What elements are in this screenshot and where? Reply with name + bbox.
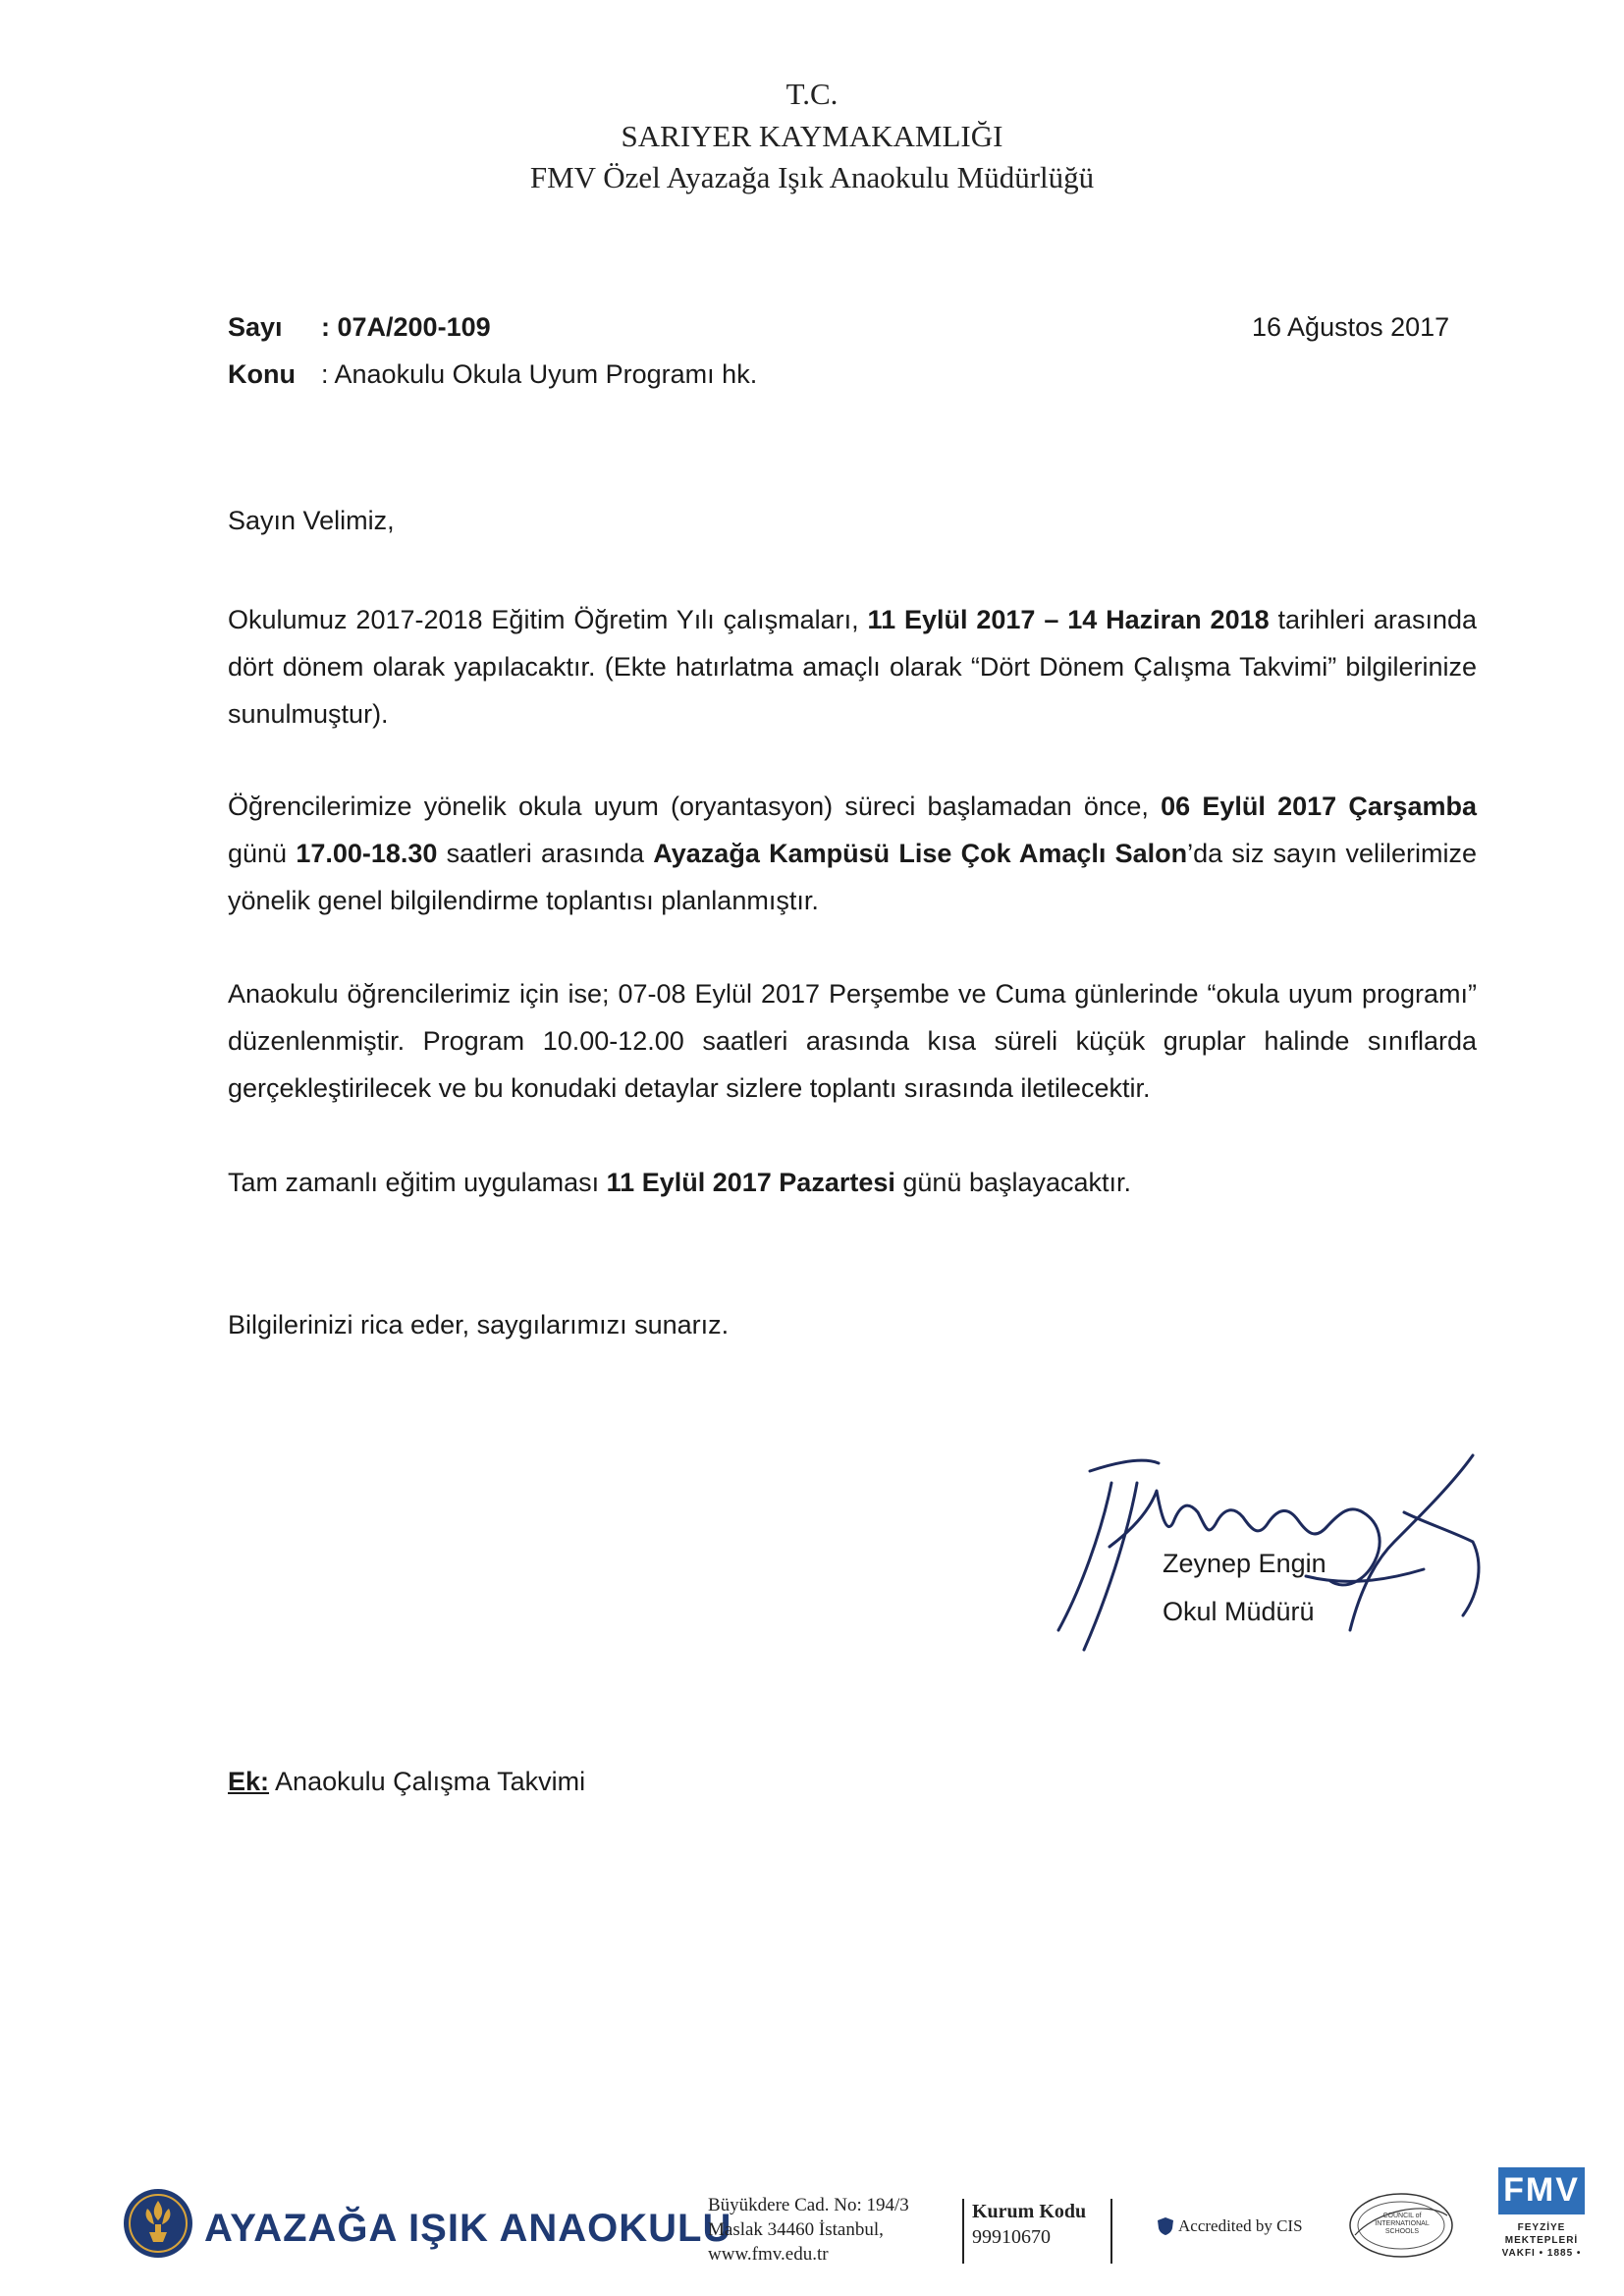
p2-text-1: Öğrencilerimize yönelik okula uyum (oryantasyon) süreci başlamadan önce,	[228, 792, 1162, 821]
konu-label: Konu	[228, 359, 296, 389]
letter-footer	[0, 2165, 1624, 2273]
fmv-logo-text: FMV	[1503, 2171, 1580, 2209]
sayi-label: Sayı	[228, 312, 283, 342]
kurum-kodu-label: Kurum Kodu	[972, 2201, 1087, 2222]
p1-text-2: tarihleri arasında dört dönem olarak yapılacaktır. (Ekte hatırlatma amaçlı olarak “Dört Dönem Çalışma Takvimi” bilgilerinize sunulmuştur).	[228, 605, 1477, 729]
fmv-subtext-1: FEYZİYE	[1517, 2222, 1566, 2233]
signatory-name: Zeynep Engin	[1163, 1549, 1326, 1578]
attachment-text: Anaokulu Çalışma Takvimi	[269, 1767, 586, 1796]
p4-text-2: günü başlayacaktır.	[894, 1168, 1132, 1197]
accredited-by-cis: Accredited by CIS	[1178, 2216, 1303, 2235]
paragraph-3: Anaokulu öğrencilerimiz için ise; 07-08 Eylül 2017 Perşembe ve Cuma günlerinde “okula uyum programı” düzenlenmiştir. Program 10.00-12.00 saatleri arasında kısa süreli küçük gruplar halinde sınıflarda gerçekleştirilecek ve bu konudaki detaylar sizlere toplantı sırasında iletilecektir.	[228, 979, 1477, 1103]
p2-text-2: günü	[228, 839, 297, 868]
fmv-subtext-2: MEKTEPLERİ	[1504, 2235, 1579, 2246]
closing-line: Bilgilerinizi rica eder, saygılarımızı sunarız.	[228, 1310, 730, 1339]
address-line-1: Büyükdere Cad. No: 194/3	[708, 2195, 909, 2215]
cis-logo-text: COUNCIL of INTERNATIONAL SCHOOLS	[1375, 2213, 1430, 2235]
konu-value: : Anaokulu Okula Uyum Programı hk.	[321, 359, 758, 389]
attachment-label: Ek:	[228, 1767, 270, 1796]
p2-text-4: ’da siz sayın velilerimize yönelik genel bilgilendirme toplantısı planlanmıştır.	[228, 839, 1477, 915]
p2-bold-time: 17.00-18.30	[296, 839, 438, 868]
address-line-2: Maslak 34460 İstanbul,	[708, 2219, 884, 2240]
attachment-line	[228, 1758, 585, 1805]
p2-text-3: saatleri arasında	[437, 839, 654, 868]
sayi-value: : 07A/200-109	[321, 312, 491, 342]
footer-divider-1	[962, 2199, 964, 2264]
salutation: Sayın Velimiz,	[228, 506, 395, 535]
school-name-logotype: AYAZAĞA IŞIK ANAOKULU	[204, 2207, 732, 2250]
letter-date: 16 Ağustos 2017	[1252, 312, 1450, 342]
paragraph-2	[228, 783, 1477, 924]
p4-text-1: Tam zamanlı eğitim uygulaması	[228, 1168, 607, 1197]
cis-shield-icon	[1157, 2216, 1174, 2236]
p4-bold-date: 11 Eylül 2017 Pazartesi	[606, 1168, 895, 1197]
paragraph-1	[228, 596, 1477, 738]
school-emblem-icon	[122, 2187, 194, 2260]
p1-text-1: Okulumuz 2017-2018 Eğitim Öğretim Yılı çalışmaları,	[228, 605, 868, 634]
header-kaymakamlik: SARIYER KAYMAKAMLIĞI	[621, 119, 1003, 153]
header-school-directorate: FMV Özel Ayazağa Işık Anaokulu Müdürlüğü	[529, 160, 1095, 194]
website: www.fmv.edu.tr	[708, 2244, 829, 2265]
p2-bold-venue: Ayazağa Kampüsü Lise Çok Amaçlı Salon	[653, 839, 1188, 868]
kurum-kodu-value: 99910670	[972, 2226, 1051, 2248]
p1-bold-dates: 11 Eylül 2017 – 14 Haziran 2018	[867, 605, 1270, 634]
paragraph-4	[228, 1159, 1477, 1206]
footer-divider-2	[1110, 2199, 1112, 2264]
p2-bold-date: 06 Eylül 2017 Çarşamba	[1161, 792, 1477, 821]
signatory-title: Okul Müdürü	[1163, 1597, 1315, 1626]
header-tc: T.C.	[785, 77, 839, 111]
fmv-subtext-3: VAKFI • 1885 •	[1501, 2248, 1582, 2259]
